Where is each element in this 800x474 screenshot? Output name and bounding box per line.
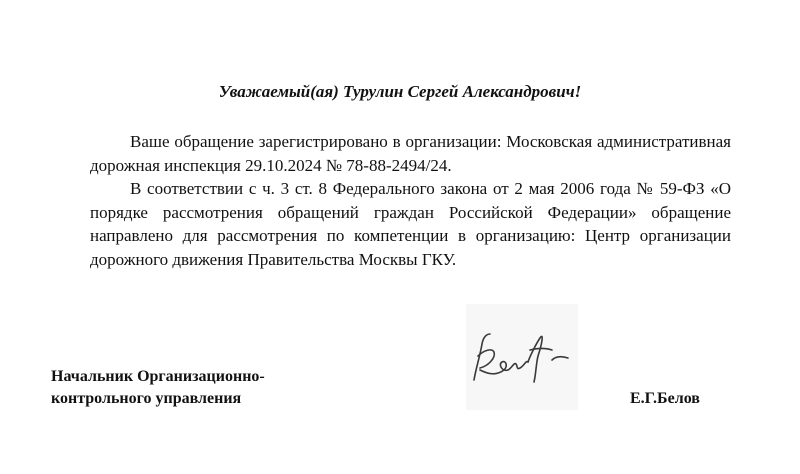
greeting-line: Уважаемый(ая) Турулин Сергей Александрович! (218, 82, 582, 101)
signatory-name: Е.Г.Белов (630, 390, 700, 407)
letter-body (90, 130, 731, 272)
signatory-title (51, 366, 265, 410)
redirect-paragraph: В соответствии с ч. 3 ст. 8 Федерального закона от 2 мая 2006 года № 59-ФЗ «О порядке рассмотрения обращений граждан Российской Федерации» обращение направлено для рассмотрения по компетенции в организацию: Центр организации дорожного движения Правительства Москвы ГКУ. (90, 179, 731, 269)
registration-paragraph: Ваше обращение зарегистрировано в организации: Московская административная дорожная инспекция 29.10.2024 № 78-88-2494/24. (90, 132, 731, 175)
signatory-title-line2: контрольного управления (51, 390, 242, 407)
handwritten-signature (466, 304, 578, 410)
signatory-title-line1: Начальник Организационно- (51, 368, 265, 385)
